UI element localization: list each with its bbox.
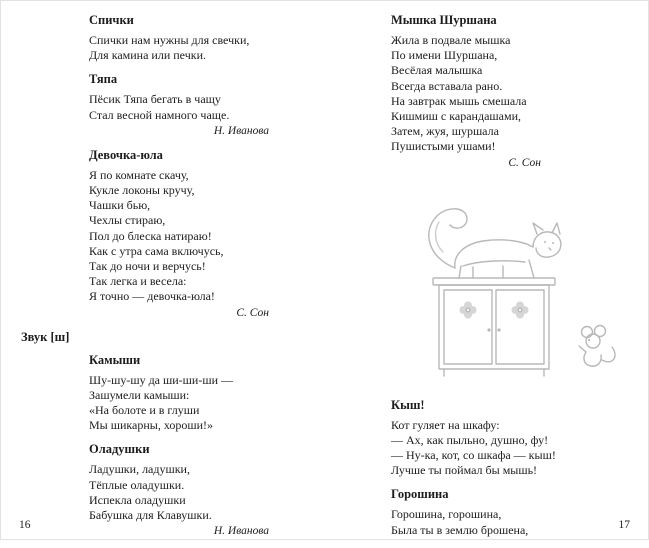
poem-myshka-shurshana bbox=[391, 13, 628, 171]
poem-title: Кыш! bbox=[391, 397, 425, 412]
poem-line: Затем, жуя, шуршала bbox=[391, 124, 499, 139]
poem-line: Я по комнате скачу, bbox=[89, 167, 189, 182]
page-number-left: 16 bbox=[19, 519, 31, 531]
poem-title: Оладушки bbox=[89, 442, 150, 457]
poem-lines bbox=[89, 168, 307, 305]
poem-lines bbox=[89, 373, 307, 434]
poem-goroshina bbox=[391, 487, 628, 537]
poem-line: Была ты в землю брошена, bbox=[391, 522, 529, 537]
mouse-icon bbox=[579, 325, 615, 366]
poem-line: Как с утра сама включусь, bbox=[89, 243, 224, 258]
poem-line: По имени Шуршана, bbox=[391, 48, 498, 63]
poem-line: «На болоте и в глуши bbox=[89, 403, 200, 418]
poem-spichki bbox=[89, 13, 307, 63]
poem-title: Мышка Шуршана bbox=[391, 13, 497, 27]
poem-line: — Ах, как пыльно, душно, фу! bbox=[391, 432, 549, 447]
poem-title: Спички bbox=[89, 13, 134, 27]
poem-title: Тяпа bbox=[89, 72, 118, 87]
poem-tyapa bbox=[89, 72, 307, 138]
poem-line: Я точно — девочка-юла! bbox=[89, 289, 215, 304]
poem-line: Горошина, горошина, bbox=[391, 507, 502, 522]
right-page bbox=[391, 13, 628, 547]
poem-line: Лучше ты поймал бы мышь! bbox=[391, 463, 538, 478]
poem-line: Спички нам нужны для свечки, bbox=[89, 33, 250, 47]
poem-line: Всегда вставала рано. bbox=[391, 78, 503, 93]
poem-attribution: Н. Иванова bbox=[213, 525, 269, 538]
poem-title: Камыши bbox=[89, 352, 141, 367]
poem-line: Зашумели камыши: bbox=[89, 387, 190, 402]
poem-line: Стал весной намного чаще. bbox=[89, 107, 230, 122]
poem-line: Пёсик Тяпа бегать в чащу bbox=[89, 92, 221, 107]
poem-kysh bbox=[391, 398, 628, 479]
poem-attribution: С. Сон bbox=[236, 306, 269, 319]
cat-icon bbox=[429, 208, 561, 277]
poem-line: Кот гуляет на шкафу: bbox=[391, 417, 500, 432]
poem-title: Горошина bbox=[391, 487, 449, 502]
poem-line: Пол до блеска натираю! bbox=[89, 228, 212, 243]
poem-line: — Ну-ка, кот, со шкафа — кыш! bbox=[391, 448, 556, 463]
poem-line: Кишмиш с карандашами, bbox=[391, 109, 521, 124]
poem-line: Жила в подвале мышка bbox=[391, 33, 511, 47]
poem-line: Так легка и весела: bbox=[89, 274, 187, 289]
poem-line: Ладушки, ладушки, bbox=[89, 462, 190, 477]
cabinet bbox=[433, 278, 555, 376]
poem-line: Испекла оладушки bbox=[89, 492, 186, 507]
poem-line: Шу-шу-шу да ши-ши-ши — bbox=[89, 372, 233, 387]
poem-line: Так до ночи и верчусь! bbox=[89, 259, 206, 274]
poem-lines bbox=[391, 418, 628, 479]
poem-line: Пушистыми ушами! bbox=[391, 139, 496, 154]
poem-lines bbox=[89, 462, 307, 523]
poem-title: Девочка-юла bbox=[89, 147, 163, 162]
sound-section-label: Звук [ш] bbox=[21, 329, 70, 344]
poem-line: Чехлы стираю, bbox=[89, 213, 166, 228]
poem-lines bbox=[391, 33, 628, 155]
poem-line: Весёлая малышка bbox=[391, 63, 483, 78]
poem-line: Чашки бью, bbox=[89, 198, 151, 213]
poem-line: На завтрак мышь смешала bbox=[391, 93, 527, 108]
poem-line: Бабушка для Клавушки. bbox=[89, 508, 212, 523]
poem-line: Кукле локоны кручу, bbox=[89, 183, 195, 198]
poem-attribution: Н. Иванова bbox=[213, 124, 269, 137]
poem-lines bbox=[89, 33, 307, 63]
poem-oladushki bbox=[89, 442, 307, 539]
poem-kamyshi bbox=[89, 353, 307, 434]
poem-line: Тёплые оладушки. bbox=[89, 477, 185, 492]
poem-attribution: С. Сон bbox=[508, 156, 541, 169]
poem-devochka-yula bbox=[89, 148, 307, 321]
poem-line: Для камина или печки. bbox=[89, 48, 206, 63]
cat-cabinet-mouse-illustration bbox=[391, 182, 628, 387]
poem-lines bbox=[89, 92, 307, 122]
poem-line: Мы шикарны, хороши!» bbox=[89, 418, 214, 433]
page-number-right: 17 bbox=[618, 519, 630, 531]
poem-lines bbox=[391, 507, 628, 537]
